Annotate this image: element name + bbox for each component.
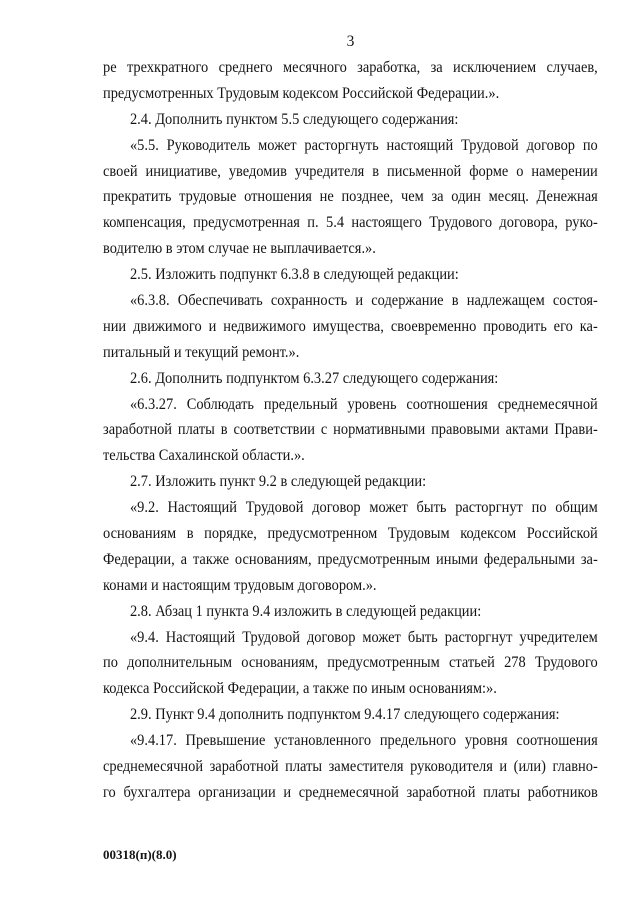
text-line: 2.4. Дополнить пунктом 5.5 следующего содержания:	[129, 110, 459, 128]
text-line: «6.3.8. Обеспечивать сохранность и содержание в надлежащем состоя-	[129, 292, 598, 310]
text-line: конами и настоящим трудовым договором.».	[103, 576, 377, 594]
amendment-text	[103, 728, 598, 806]
amendment-instruction	[103, 366, 598, 392]
text-line: го бухгалтера организации и среднемесячной заработной платы работников	[103, 783, 598, 801]
amendment-text	[103, 133, 598, 262]
text-line: «6.3.27. Соблюдать предельный уровень соотношения среднемесячной	[129, 395, 598, 413]
amendment-instruction	[103, 262, 598, 288]
amendment-instruction	[103, 599, 598, 625]
text-line: среднемесячной заработной платы заместителя руководителя и (или) главно-	[103, 758, 598, 776]
text-line: 2.7. Изложить пункт 9.2 в следующей редакции:	[129, 473, 427, 491]
text-line: 2.8. Абзац 1 пункта 9.4 изложить в следующей редакции:	[129, 602, 482, 620]
text-line: питальный и текущий ремонт.».	[103, 343, 300, 361]
text-line: Федерации, а также основаниям, предусмотренным иными федеральными за-	[103, 550, 598, 568]
text-line: по дополнительным основаниям, предусмотренным статьей 278 Трудового	[103, 654, 598, 672]
text-line: прекратить трудовые отношения не позднее, чем за один месяц. Денежная	[103, 188, 598, 206]
document-body	[103, 55, 598, 806]
text-line: «9.2. Настоящий Трудовой договор может быть расторгнут по общим	[129, 499, 598, 517]
amendment-text	[103, 625, 598, 703]
amendment-text	[103, 392, 598, 470]
text-line: «5.5. Руководитель может расторгнуть настоящий Трудовой договор по	[129, 136, 598, 154]
text-line: ре трехкратного среднего месячного заработка, за исключением случаев,	[103, 59, 598, 76]
amendment-text	[103, 288, 598, 366]
amendment-text	[103, 495, 598, 599]
amendment-instruction	[103, 702, 598, 728]
text-line: «9.4.17. Превышение установленного предельного уровня соотношения	[129, 732, 598, 750]
page-number: 3	[346, 33, 355, 50]
text-line: компенсация, предусмотренная п. 5.4 настоящего Трудового договора, руко-	[103, 214, 598, 232]
text-line: 2.6. Дополнить подпунктом 6.3.27 следующего содержания:	[129, 369, 499, 387]
text-line: заработной платы в соответствии с нормативными правовыми актами Прави-	[103, 421, 598, 439]
amendment-instruction	[103, 107, 598, 133]
continued-paragraph	[103, 55, 598, 107]
text-line: нии движимого и недвижимого имущества, своевременно проводить его ка-	[103, 317, 598, 335]
text-line: 2.9. Пункт 9.4 дополнить подпунктом 9.4.17 следующего содержания:	[129, 706, 560, 724]
text-line: 2.5. Изложить подпункт 6.3.8 в следующей редакции:	[129, 266, 459, 284]
text-line: предусмотренных Трудовым кодексом Российской Федерации.».	[103, 84, 500, 102]
text-line: водителю в этом случае не выплачивается.».	[103, 240, 376, 258]
document-code: 00318(п)(8.0)	[103, 847, 177, 862]
text-line: «9.4. Настоящий Трудовой договор может быть расторгнут учредителем	[129, 628, 598, 646]
amendment-instruction	[103, 469, 598, 495]
text-line: кодекса Российской Федерации, а также по иным основаниям:».	[103, 680, 497, 698]
text-line: основаниям в порядке, предусмотренном Трудовым кодексом Российской	[103, 525, 598, 543]
text-line: своей инициативе, уведомив учредителя в письменной форме о намерении	[103, 162, 598, 180]
text-line: тельства Сахалинской области.».	[103, 447, 305, 465]
